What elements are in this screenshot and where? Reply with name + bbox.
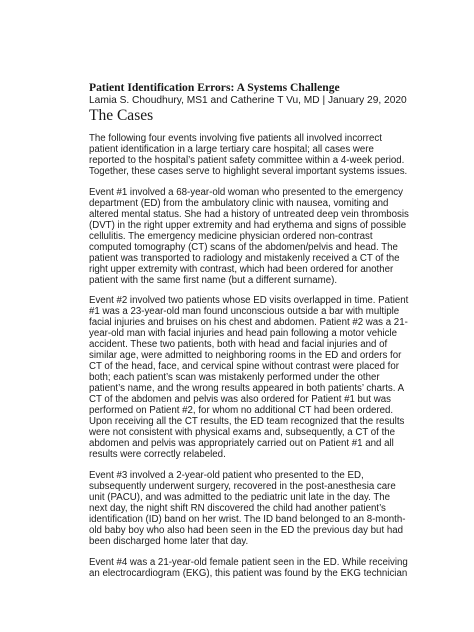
text-line: Upon receiving all the CT results, the ED team recognized that the results — [89, 416, 405, 427]
text-line: patient was transported to radiology and mistakenly received a CT of the — [89, 253, 400, 264]
text-line: subsequently underwent surgery, recovered in the post-anesthesia care — [89, 481, 396, 492]
text-line: cellulitis. The emergency medicine physician ordered non-contrast — [89, 231, 373, 242]
text-line: CT of the abdomen and pelvis was also ordered for Patient #1 but was — [89, 394, 391, 405]
text-line: computed tomography (CT) scans of the abdomen/pelvis and head. The — [89, 242, 398, 253]
text-line: both; each patient’s scan was mistakenly performed under the other — [89, 372, 380, 383]
text-line: identification (ID) band on her wrist. The ID band belonged to an 8-month- — [89, 514, 406, 525]
text-line: right upper extremity with contrast, which had been ordered for another — [89, 264, 394, 275]
section-heading: The Cases — [89, 107, 154, 124]
text-line: patient’s name, and the wrong results appeared in both patients’ charts. A — [89, 383, 405, 394]
text-line: performed on Patient #2, for whom no additional CT had been ordered. — [89, 405, 394, 416]
text-line: department (ED) from the ambulatory clinic with nausea, vomiting and — [89, 198, 389, 209]
text-line: patient with the same first name (but a different surname). — [89, 275, 338, 286]
text-line: Event #2 involved two patients whose ED visits overlapped in time. Patient — [89, 295, 409, 306]
text-line: been discharged home later that day. — [89, 536, 249, 547]
text-line: next day, the night shift RN discovered the child had another patient’s — [89, 503, 386, 514]
text-line: results were correctly relabeled. — [89, 449, 226, 460]
text-line: The following four events involving five patients all involved incorrect — [89, 133, 382, 144]
text-line: old baby boy who also had been seen in the ED the previous day but had — [89, 525, 403, 536]
text-line: patient identification in a large tertiary care hospital; all cases were — [89, 144, 374, 155]
text-line: Event #4 was a 21-year-old female patient seen in the ED. While receiving — [89, 557, 408, 568]
text-line: facial injuries and bruises on his chest and abdomen. Patient #2 was a 21- — [89, 317, 408, 328]
text-line: unit (PACU), and was admitted to the pediatric unit late in the day. The — [89, 492, 391, 503]
text-line: were not consistent with physical exams and, subsequently, a CT of the — [89, 427, 396, 438]
text-line: CT of the head, face, and cervical spine without contrast were placed for — [89, 361, 399, 372]
text-line: an electrocardiogram (EKG), this patient was found by the EKG technician — [89, 568, 408, 579]
article-byline: Lamia S. Choudhury, MS1 and Catherine T Vu, MD | January 29, 2020 — [89, 95, 407, 106]
text-line: reported to the hospital’s patient safety committee within a 4-week period. — [89, 155, 405, 166]
text-line: accident. These two patients, both with head and facial injuries and of — [89, 339, 388, 350]
text-line: Event #3 involved a 2-year-old patient who presented to the ED, — [89, 470, 364, 481]
text-line: (DVT) in the right upper extremity and had erythema and signs of possible — [89, 220, 407, 231]
text-line: #1 was a 23-year-old man found unconscious outside a bar with multiple — [89, 306, 400, 317]
text-line: Together, these cases serve to highlight several important systems issues. — [89, 166, 408, 177]
text-line: abdomen and pelvis was appropriately carried out on Patient #1 and all — [89, 438, 394, 449]
article-title: Patient Identification Errors: A Systems Challenge — [89, 81, 340, 94]
text-line: similar age, were admitted to neighboring rooms in the ED and orders for — [89, 350, 402, 361]
text-line: Event #1 involved a 68-year-old woman who presented to the emergency — [89, 187, 403, 198]
text-line: year-old man with facial injuries and head pain following a motor vehicle — [89, 328, 398, 339]
text-line: altered mental status. She had a history of untreated deep vein thrombosis — [89, 209, 409, 220]
